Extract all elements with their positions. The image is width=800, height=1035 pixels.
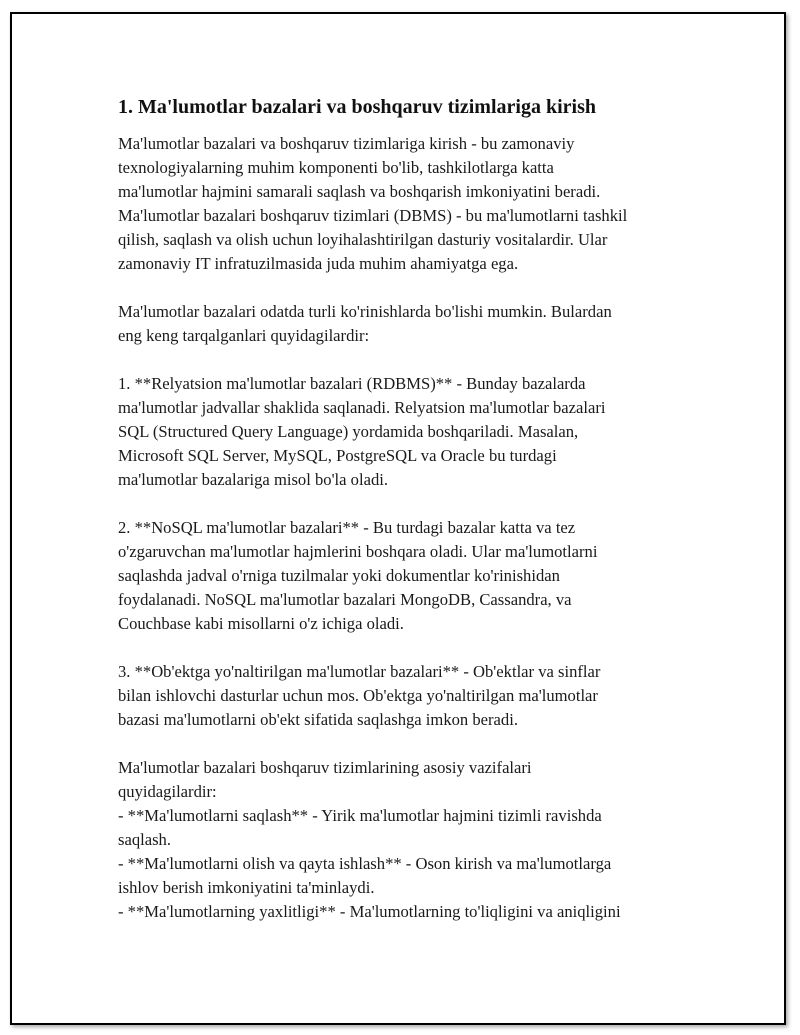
text-line: 3. **Ob'ektga yo'naltirilgan ma'lumotlar bazalari** - Ob'ektlar va sinflar [118,662,601,681]
text-line: eng keng tarqalganlari quyidagilardir: [118,326,370,345]
text-line: qilish, saqlash va olish uchun loyihalashtirilgan dasturiy vositalardir. Ular [118,230,608,249]
text-line: Ma'lumotlar bazalari odatda turli ko'rinishlarda bo'lishi mumkin. Bulardan [118,302,612,321]
list-item: - **Ma'lumotlarning yaxlitligi** - Ma'lumotlarning to'liqligini va aniqligini [118,902,621,921]
text-line: zamonaviy IT infratuzilmasida juda muhim ahamiyatga ega. [118,254,519,273]
text-line: quyidagilardir: [118,782,217,801]
text-line: Couchbase kabi misollarni o'z ichiga oladi. [118,614,404,633]
text-line: Microsoft SQL Server, MySQL, PostgreSQL va Oracle bu turdagi [118,446,557,465]
text-line: bilan ishlovchi dasturlar uchun mos. Ob'ektga yo'naltirilgan ma'lumotlar [118,686,598,705]
list-item: - **Ma'lumotlarni olish va qayta ishlash** - Oson kirish va ma'lumotlarga [118,854,612,873]
text-line: Ma'lumotlar bazalari va boshqaruv tizimlariga kirish - bu zamonaviy [118,134,575,153]
paragraph-intro [118,132,678,276]
text-line: SQL (Structured Query Language) yordamida boshqariladi. Masalan, [118,422,579,441]
text-line: Ma'lumotlar bazalari boshqaruv tizimlarining asosiy vazifalari [118,758,532,777]
text-line: foydalanadi. NoSQL ma'lumotlar bazalari MongoDB, Cassandra, va [118,590,572,609]
text-line: 1. **Relyatsion ma'lumotlar bazalari (RDBMS)** - Bunday bazalarda [118,374,586,393]
text-line: 2. **NoSQL ma'lumotlar bazalari** - Bu turdagi bazalar katta va tez [118,518,576,537]
text-line: saqlash. [118,830,171,849]
paragraph-functions [118,756,678,924]
text-line: ishlov berish imkoniyatini ta'minlaydi. [118,878,375,897]
text-line: saqlashda jadval o'rniga tuzilmalar yoki dokumentlar ko'rinishidan [118,566,560,585]
paragraph-types-intro [118,300,678,348]
text-line: o'zgaruvchan ma'lumotlar hajmlerini boshqara oladi. Ular ma'lumotlarni [118,542,598,561]
text-line: Ma'lumotlar bazalari boshqaruv tizimlari (DBMS) - bu ma'lumotlarni tashkil [118,206,628,225]
paragraph-rdbms [118,372,678,492]
text-line: bazasi ma'lumotlarni ob'ekt sifatida saqlashga imkon beradi. [118,710,518,729]
document-content [118,94,678,948]
document-page [10,12,786,1025]
paragraph-nosql [118,516,678,636]
list-item: - **Ma'lumotlarni saqlash** - Yirik ma'lumotlar hajmini tizimli ravishda [118,806,602,825]
text-line: ma'lumotlar bazalariga misol bo'la oladi. [118,470,389,489]
text-line: ma'lumotlar jadvallar shaklida saqlanadi. Relyatsion ma'lumotlar bazalari [118,398,606,417]
text-line: ma'lumotlar hajmini samarali saqlash va boshqarish imkoniyatini beradi. [118,182,601,201]
document-title: 1. Ma'lumotlar bazalari va boshqaruv tizimlariga kirish [118,96,596,118]
text-line: texnologiyalarning muhim komponenti bo'lib, tashkilotlarga katta [118,158,554,177]
paragraph-object-oriented [118,660,678,732]
